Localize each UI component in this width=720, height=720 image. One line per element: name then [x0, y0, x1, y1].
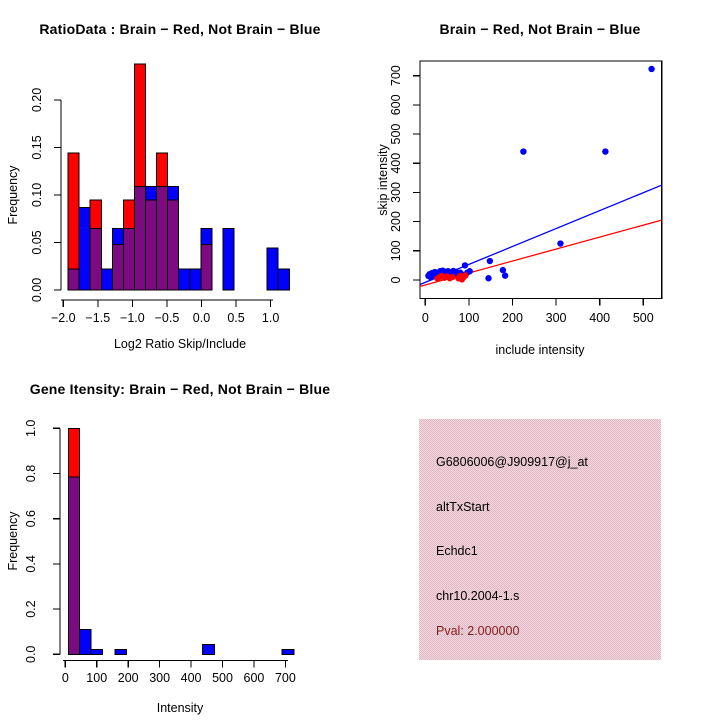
x-tick-label: 500: [632, 311, 654, 325]
y-tick-label: 300: [389, 182, 403, 203]
scatter-point-blue: [487, 258, 493, 264]
intensity-scatter-plot: [360, 0, 720, 360]
y-tick-label: 0.00: [30, 277, 44, 303]
x-tick-label: 0: [421, 311, 429, 325]
y-tick-label: 0.8: [24, 464, 38, 483]
x-tick-label: 700: [274, 671, 296, 685]
x-tick-label: −1.5: [85, 311, 111, 325]
info-box: [419, 419, 661, 660]
y-tick-label: 0.0: [24, 645, 38, 663]
hist-bar-overlap: [123, 228, 134, 290]
x-tick-label: 500: [212, 671, 233, 685]
scatter-xlabel: include intensity: [495, 343, 585, 357]
scatter-point-blue: [557, 240, 563, 246]
gene-histogram-xlabel: Intensity: [156, 701, 204, 715]
gene-histogram-title: Gene Itensity: Brain − Red, Not Brain − Blue: [29, 381, 331, 397]
hist-bar-blue: [278, 269, 289, 290]
panel-intensity-scatter: [360, 0, 720, 360]
x-tick-label: 100: [458, 311, 480, 325]
scatter-point-blue: [500, 267, 506, 273]
info-locus: chr10.2004-1.s: [436, 589, 520, 603]
info-gene-name: Echdc1: [436, 544, 478, 558]
ratio-histogram-title: RatioData : Brain − Red, Not Brain − Blue: [39, 21, 321, 37]
info-probe-id: G6806006@J909917@j_at: [436, 455, 588, 469]
y-tick-label: 0.2: [24, 600, 38, 618]
x-tick-label: 1.0: [261, 311, 280, 325]
hist-bar-blue: [79, 629, 91, 654]
y-tick-label: 600: [389, 94, 403, 116]
scatter-point-blue: [520, 148, 526, 154]
scatter-point-red: [449, 274, 455, 280]
x-tick-label: 400: [589, 311, 611, 325]
y-tick-label: 0.15: [30, 135, 44, 160]
y-tick-label: 0.6: [24, 510, 38, 528]
y-tick-label: 0.4: [24, 555, 38, 573]
scatter-title: Brain − Red, Not Brain − Blue: [439, 21, 641, 37]
x-tick-label: 200: [502, 311, 523, 325]
ratio-histogram-plot: [0, 0, 360, 360]
x-tick-label: −1.0: [120, 311, 145, 325]
gene-histogram-ylabel: Frequency: [6, 511, 20, 571]
hist-bar-overlap: [134, 186, 145, 290]
hist-bar-overlap: [168, 200, 179, 290]
hist-bar-blue: [179, 269, 190, 290]
x-tick-label: 300: [149, 671, 171, 685]
scatter-ylabel: skip intensity: [376, 144, 390, 216]
hist-bar-overlap: [68, 477, 79, 654]
hist-bar-overlap: [112, 244, 123, 290]
hist-bar-blue: [202, 644, 214, 654]
hist-bar-overlap: [68, 269, 79, 290]
hist-bar-overlap: [201, 244, 212, 290]
hist-bar-overlap: [146, 200, 157, 290]
x-tick-label: 100: [86, 671, 108, 685]
ratio-histogram-xlabel: Log2 Ratio Skip/Include: [113, 337, 247, 351]
x-tick-label: 0: [61, 671, 69, 685]
info-event-type: altTxStart: [436, 500, 490, 514]
hist-bar-blue: [91, 649, 103, 654]
y-tick-label: 200: [389, 211, 403, 233]
scatter-point-blue: [502, 272, 508, 278]
scatter-point-blue: [602, 148, 608, 154]
hist-bar-blue: [282, 649, 294, 654]
scatter-point-blue: [648, 66, 654, 72]
panel-ratio-histogram: [0, 0, 360, 360]
y-tick-label: 0.20: [30, 87, 44, 113]
scatter-point-red: [462, 272, 468, 278]
x-tick-label: −0.5: [154, 311, 180, 325]
hist-bar-blue: [101, 269, 112, 290]
x-tick-label: 0.0: [192, 311, 211, 325]
scatter-point-blue: [462, 262, 468, 268]
x-tick-label: 300: [545, 311, 567, 325]
info-pval: Pval: 2.000000: [436, 624, 520, 638]
plot-box: [420, 61, 662, 299]
x-tick-label: −2.0: [50, 311, 76, 325]
y-tick-label: 0.05: [30, 230, 44, 255]
y-tick-label: 0: [389, 276, 403, 284]
hist-bar-blue: [115, 649, 127, 654]
y-tick-label: 400: [389, 152, 403, 174]
hist-bar-overlap: [157, 186, 168, 290]
ratio-histogram-ylabel: Frequency: [6, 165, 20, 225]
x-tick-label: 0.5: [227, 311, 245, 325]
gene-intensity-histogram-plot: [0, 360, 360, 720]
hist-bar-blue: [190, 269, 201, 290]
y-tick-label: 100: [389, 240, 403, 262]
panel-info-box: [360, 360, 720, 720]
x-tick-label: 400: [180, 671, 202, 685]
y-tick-label: 0.10: [30, 182, 44, 208]
x-tick-label: 600: [243, 671, 265, 685]
y-tick-label: 700: [389, 65, 403, 87]
hist-bar-blue: [267, 248, 278, 290]
hist-bar-overlap: [90, 228, 101, 290]
panel-gene-intensity-histogram: [0, 360, 360, 720]
x-tick-label: 200: [117, 671, 139, 685]
y-tick-label: 500: [389, 123, 403, 145]
scatter-point-blue: [485, 275, 491, 281]
hist-bar-blue: [223, 228, 234, 290]
hist-bar-blue: [79, 207, 90, 290]
y-tick-label: 1.0: [24, 419, 38, 437]
